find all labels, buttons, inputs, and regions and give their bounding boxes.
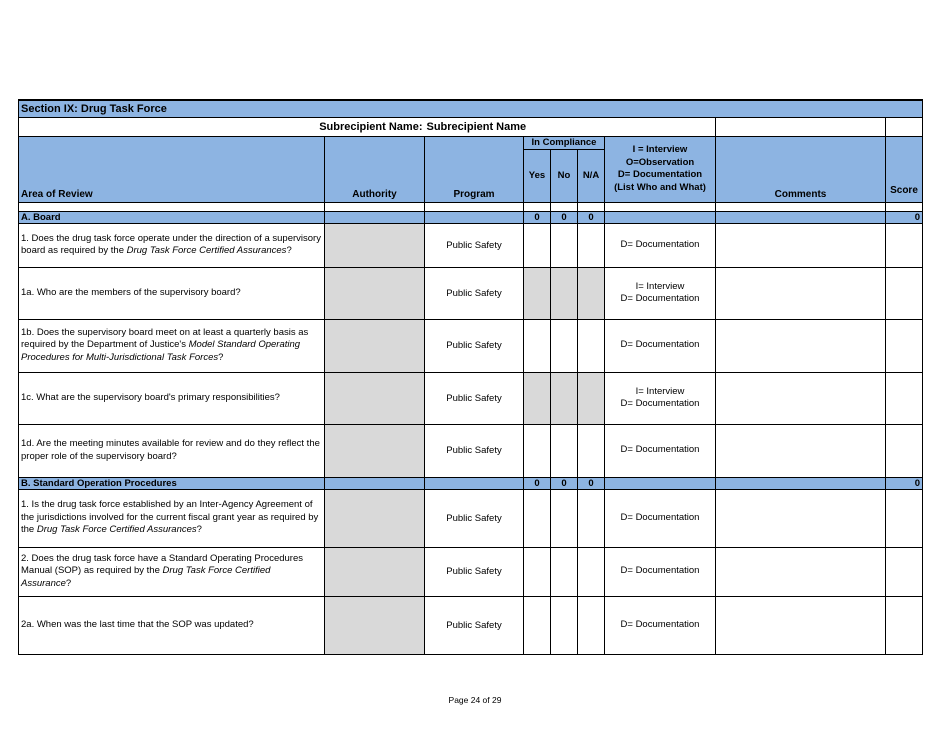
comments-cell[interactable] — [716, 547, 886, 596]
question-text-main: 1a. Who are the members of the supervisory board? — [21, 286, 241, 298]
no-cell[interactable] — [551, 267, 578, 319]
authority-cell — [325, 223, 425, 267]
comments-cell[interactable] — [716, 424, 886, 477]
authority-cell — [325, 547, 425, 596]
section-method-cell — [605, 211, 716, 223]
na-cell[interactable] — [578, 596, 605, 654]
comments-cell[interactable] — [716, 319, 886, 372]
program-cell: Public Safety — [425, 596, 524, 654]
comments-cell[interactable] — [716, 223, 886, 267]
section-method-cell — [605, 477, 716, 489]
no-cell[interactable] — [551, 424, 578, 477]
section-yes-total: 0 — [524, 211, 551, 223]
method-line-1: I= Interview — [635, 385, 685, 397]
method-line-1: D= Documentation — [620, 511, 700, 523]
section-na-total: 0 — [578, 211, 605, 223]
question-text-main: 1b. Does the supervisory board meet on at least a quarterly basis as required by the Department of Justice's — [21, 326, 309, 351]
question-text — [19, 547, 325, 596]
method-cell — [605, 424, 716, 477]
no-cell[interactable] — [551, 223, 578, 267]
na-cell[interactable] — [578, 424, 605, 477]
yes-cell[interactable] — [524, 372, 551, 424]
yes-cell[interactable] — [524, 223, 551, 267]
question-text-italic: Drug Task Force Certified Assurances — [36, 524, 197, 536]
authority-cell — [325, 372, 425, 424]
question-text — [19, 223, 325, 267]
question-text-main: 1c. What are the supervisory board's primary responsibilities? — [21, 391, 280, 403]
question-text-italic: Drug Task Force Certified Assurances — [126, 245, 287, 256]
header-method — [605, 136, 716, 202]
question-text-end: ? — [218, 351, 224, 363]
header-method-list: (List Who and What) — [614, 181, 706, 193]
header-area-of-review: Area of Review — [19, 136, 325, 202]
method-line-2: D= Documentation — [620, 398, 700, 409]
section-comments-cell — [716, 477, 886, 489]
method-cell — [605, 596, 716, 654]
yes-cell[interactable] — [524, 596, 551, 654]
question-text — [19, 319, 325, 372]
authority-cell — [325, 267, 425, 319]
subrecipient-label: Subrecipient Name: — [19, 117, 425, 136]
section-score: 0 — [886, 211, 923, 223]
na-cell[interactable] — [578, 372, 605, 424]
question-text-end: ? — [196, 524, 202, 536]
na-cell[interactable] — [578, 547, 605, 596]
question-text — [19, 372, 325, 424]
method-cell — [605, 319, 716, 372]
spacer-cell — [605, 202, 716, 211]
section-program-cell — [425, 477, 524, 489]
question-text — [19, 424, 325, 477]
question-text-main: 1. Does the drug task force operate under the direction of a supervisory board as required by the — [21, 232, 321, 256]
section-authority-cell — [325, 211, 425, 223]
na-cell[interactable] — [578, 267, 605, 319]
comments-cell[interactable] — [716, 596, 886, 654]
score-cell[interactable] — [886, 424, 923, 477]
program-cell: Public Safety — [425, 372, 524, 424]
comments-cell[interactable] — [716, 372, 886, 424]
subrecipient-blank-1 — [716, 117, 886, 136]
authority-cell — [325, 596, 425, 654]
no-cell[interactable] — [551, 319, 578, 372]
header-method-documentation: D= Documentation — [617, 169, 703, 180]
header-in-compliance: In Compliance — [524, 136, 605, 149]
program-cell: Public Safety — [425, 267, 524, 319]
yes-cell[interactable] — [524, 424, 551, 477]
spacer-cell — [886, 202, 923, 211]
yes-cell[interactable] — [524, 267, 551, 319]
yes-cell[interactable] — [524, 319, 551, 372]
no-cell[interactable] — [551, 596, 578, 654]
header-method-interview: I = Interview — [632, 144, 688, 155]
page-footer: Page 24 of 29 — [448, 695, 502, 705]
program-cell: Public Safety — [425, 223, 524, 267]
spacer-cell — [551, 202, 578, 211]
program-cell: Public Safety — [425, 319, 524, 372]
na-cell[interactable] — [578, 489, 605, 547]
header-score: Score — [886, 136, 923, 202]
program-cell: Public Safety — [425, 547, 524, 596]
spacer-cell — [19, 202, 325, 211]
section-score: 0 — [886, 477, 923, 489]
header-method-observation: O=Observation — [625, 156, 695, 168]
program-cell: Public Safety — [425, 489, 524, 547]
method-line-1: I= Interview — [635, 280, 685, 292]
header-authority: Authority — [325, 136, 425, 202]
score-cell[interactable] — [886, 547, 923, 596]
question-text-main: 1. Is the drug task force established by an Inter-Agency Agreement of the jurisdictions involved for the current fiscal grant year as required by the — [21, 499, 319, 536]
no-cell[interactable] — [551, 547, 578, 596]
question-text-italic: Model Standard Operating Procedures for Multi-Jurisdictional Task Forces — [21, 339, 301, 363]
score-cell[interactable] — [886, 319, 923, 372]
no-cell[interactable] — [551, 489, 578, 547]
section-no-total: 0 — [551, 477, 578, 489]
header-program: Program — [425, 136, 524, 202]
method-line-1: D= Documentation — [620, 444, 700, 456]
section-title: Section IX: Drug Task Force — [19, 100, 923, 117]
authority-cell — [325, 424, 425, 477]
method-cell — [605, 223, 716, 267]
method-line-1: D= Documentation — [620, 238, 700, 250]
score-cell[interactable] — [886, 596, 923, 654]
checklist-table — [18, 99, 923, 655]
spacer-cell — [425, 202, 524, 211]
section-program-cell — [425, 211, 524, 223]
program-cell: Public Safety — [425, 424, 524, 477]
method-cell — [605, 489, 716, 547]
na-cell[interactable] — [578, 223, 605, 267]
question-text — [19, 267, 325, 319]
comments-cell[interactable] — [716, 267, 886, 319]
question-text-main: 2. Does the drug task force have a Standard Operating Procedures Manual (SOP) as required by the — [21, 552, 303, 577]
header-na: N/A — [578, 149, 605, 202]
header-yes: Yes — [524, 149, 551, 202]
section-header: B. Standard Operation Procedures — [19, 477, 325, 489]
method-line-1: D= Documentation — [620, 565, 700, 577]
yes-cell[interactable] — [524, 489, 551, 547]
question-text — [19, 489, 325, 547]
spacer-cell — [524, 202, 551, 211]
na-cell[interactable] — [578, 319, 605, 372]
method-cell — [605, 372, 716, 424]
section-comments-cell — [716, 211, 886, 223]
section-header: A. Board — [19, 211, 325, 223]
authority-cell — [325, 319, 425, 372]
question-text — [19, 596, 325, 654]
authority-cell — [325, 489, 425, 547]
method-cell — [605, 547, 716, 596]
question-text-italic: Drug Task Force Certified Assurance — [21, 565, 271, 589]
score-cell[interactable] — [886, 267, 923, 319]
question-text-end: ? — [65, 577, 72, 589]
section-authority-cell — [325, 477, 425, 489]
subrecipient-blank-2 — [886, 117, 923, 136]
question-text-main: 1d. Are the meeting minutes available for review and do they reflect the proper role of the supervisory board? — [21, 438, 320, 462]
score-cell[interactable] — [886, 489, 923, 547]
score-cell[interactable] — [886, 372, 923, 424]
section-na-total: 0 — [578, 477, 605, 489]
header-no: No — [551, 149, 578, 202]
section-no-total: 0 — [551, 211, 578, 223]
method-line-1: D= Documentation — [620, 618, 700, 630]
method-line-2: D= Documentation — [620, 293, 700, 304]
method-cell — [605, 267, 716, 319]
yes-cell[interactable] — [524, 547, 551, 596]
method-line-1: D= Documentation — [620, 339, 700, 351]
question-text-main: 2a. When was the last time that the SOP was updated? — [21, 618, 254, 630]
score-cell[interactable] — [886, 223, 923, 267]
spacer-cell — [325, 202, 425, 211]
question-text-end: ? — [286, 245, 292, 256]
subrecipient-name: Subrecipient Name — [425, 117, 716, 136]
comments-cell[interactable] — [716, 489, 886, 547]
no-cell[interactable] — [551, 372, 578, 424]
spacer-cell — [716, 202, 886, 211]
spacer-cell — [578, 202, 605, 211]
section-yes-total: 0 — [524, 477, 551, 489]
header-comments: Comments — [716, 136, 886, 202]
